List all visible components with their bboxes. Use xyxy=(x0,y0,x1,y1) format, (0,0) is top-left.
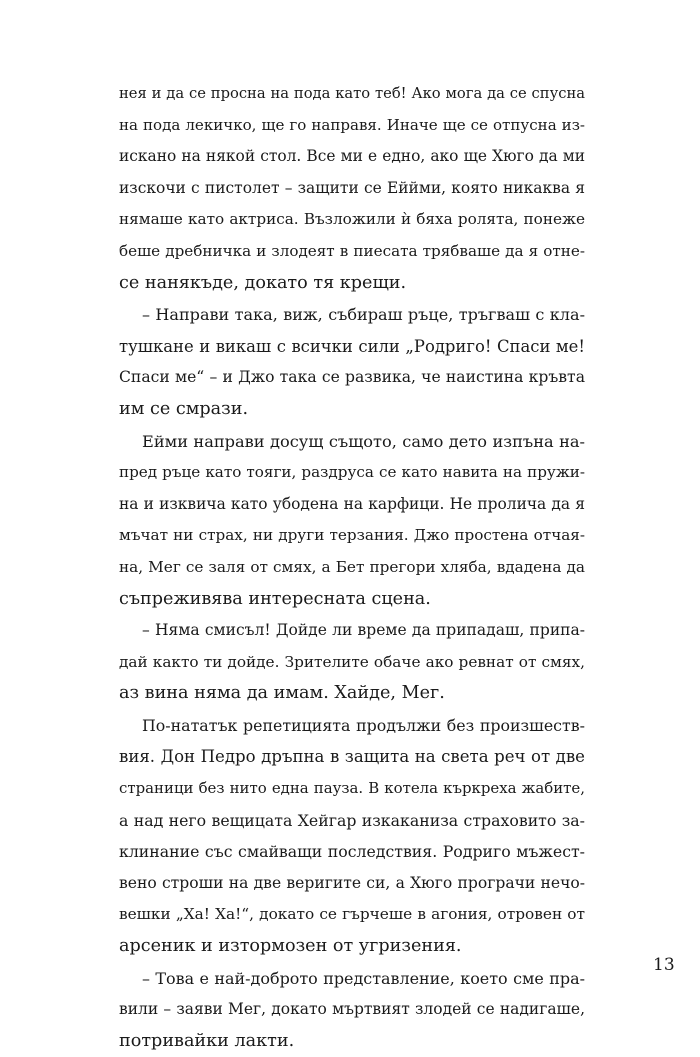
text-line: тушкане и викаш с всички сили „Родриго! Спаси ме! xyxy=(119,336,585,356)
text-line: мъчат ни страх, ни други терзания. Джо простена отчая- xyxy=(119,526,585,545)
text-line: се нанякъде, докато тя крещи. xyxy=(119,272,407,293)
text-line: съпреживява интересната сцена. xyxy=(119,588,431,609)
text-line: – Няма смисъл! Дойде ли време да припадаш, припа- xyxy=(142,621,585,640)
text-line: Спаси ме“ – и Джо така се развика, че наистина кръвта xyxy=(119,368,585,387)
text-line: на пода лекичко, ще го направя. Иначе ще се отпусна из- xyxy=(119,115,585,134)
text-line: беше дребничка и злодеят в пиесата трябваше да я отне- xyxy=(119,241,585,260)
text-line: а над него вещицата Хейгар изкаканиза страховито за- xyxy=(119,810,585,830)
text-line: на, Мег се заля от смях, а Бет прегори хляба, вдадена да xyxy=(119,557,585,576)
text-line: искано на някой стол. Все ми е едно, ако ще Хюго да ми xyxy=(119,147,585,166)
text-line: нея и да се просна на пода като теб! Ако мога да се спусна xyxy=(119,85,585,102)
text-line: страници без нито една пауза. В котела къркреха жабите, xyxy=(119,779,585,798)
text-line: нямаше като актриса. Възложили ѝ бяха ролята, понеже xyxy=(119,210,585,229)
text-line: им се смрази. xyxy=(119,398,249,419)
text-line: клинание със смайващи последствия. Родриго мъжест- xyxy=(119,842,585,862)
body-text xyxy=(119,78,585,1057)
text-line: арсеник и изтормозен от угризения. xyxy=(119,936,462,957)
text-line: изскочи с пистолет – защити се Еййми, която никаква я xyxy=(119,178,585,197)
text-line: аз вина няма да имам. Хайде, Мег. xyxy=(119,683,445,704)
text-line: на и изквича като убодена на карфици. Не пролича да я xyxy=(119,494,585,513)
text-line: Ейми направи досущ същото, само дето изпъна на- xyxy=(142,431,585,451)
text-line: По-нататък репетицията продължи без произшеств- xyxy=(142,715,585,735)
page-number: 13 xyxy=(653,955,675,975)
text-line: вешки „Ха! Ха!“, докато се гърчеше в агония, отровен от xyxy=(119,905,585,924)
text-line: потривайки лакти. xyxy=(119,1030,295,1051)
text-line: вили – заяви Мег, докато мъртвият злодей се надигаше, xyxy=(119,1000,585,1019)
text-line: вия. Дон Педро дръпна в защита на света реч от две xyxy=(119,747,585,767)
text-line: – Направи така, виж, събираш ръце, тръгваш с кла- xyxy=(142,305,585,325)
text-line: вено строши на две веригите си, а Хюго програчи нечо- xyxy=(119,873,585,892)
text-line: дай както ти дойде. Зрителите обаче ако ревнат от смях, xyxy=(119,652,585,671)
text-line: – Това е най-доброто представление, което сме пра- xyxy=(142,968,585,988)
text-line: пред ръце като тояги, раздруса се като навита на пружи- xyxy=(119,463,585,482)
